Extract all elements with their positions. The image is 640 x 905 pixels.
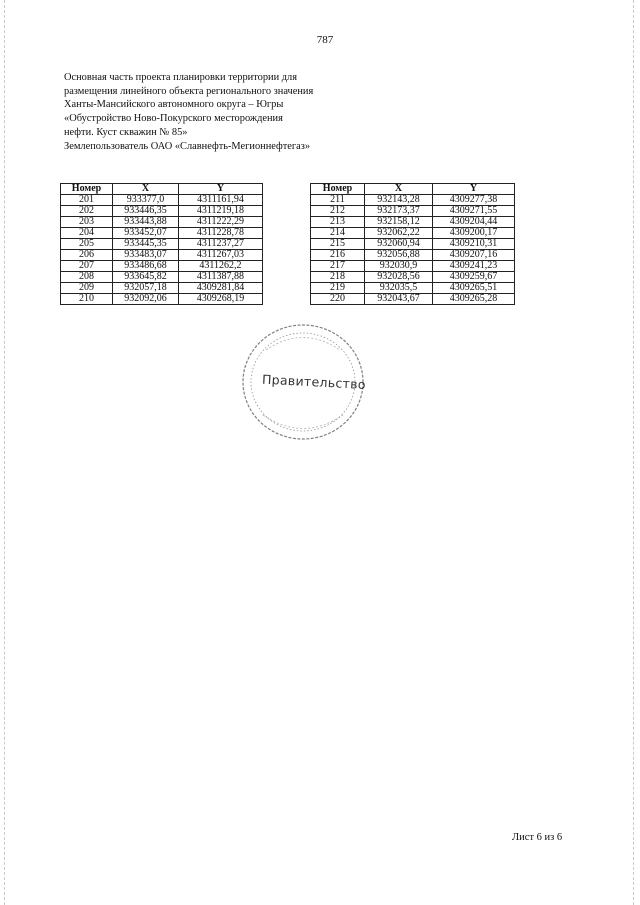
cell-number: 220 — [311, 294, 365, 305]
table-header-row — [61, 184, 263, 195]
cell-x: 932043,67 — [365, 294, 433, 305]
cell-x: 933445,35 — [113, 239, 179, 250]
cell-number: 201 — [61, 195, 113, 206]
cell-x: 932028,56 — [365, 272, 433, 283]
scan-edge-left — [4, 0, 7, 905]
cell-x: 933645,82 — [113, 272, 179, 283]
cell-number: 207 — [61, 261, 113, 272]
table-row — [61, 283, 263, 294]
cell-x: 932143,28 — [365, 195, 433, 206]
table-row — [311, 283, 515, 294]
cell-number: 210 — [61, 294, 113, 305]
scan-edge-right — [633, 0, 636, 905]
cell-y: 4309271,55 — [433, 206, 515, 217]
column-header-number: Номер — [61, 184, 113, 195]
table-row — [61, 250, 263, 261]
table-row — [61, 228, 263, 239]
table-row — [311, 217, 515, 228]
sheet-label: Лист 6 из 6 — [512, 832, 563, 843]
header-line: Землепользователь ОАО «Славнефть-Мегионнефтегаз» — [64, 140, 311, 152]
cell-number: 216 — [311, 250, 365, 261]
cell-y: 4309265,51 — [433, 283, 515, 294]
cell-number: 219 — [311, 283, 365, 294]
column-header-x: X — [113, 184, 179, 195]
cell-y: 4311161,94 — [179, 195, 263, 206]
cell-x: 933483,07 — [113, 250, 179, 261]
cell-y: 4309210,31 — [433, 239, 515, 250]
cell-number: 202 — [61, 206, 113, 217]
cell-x: 933443,88 — [113, 217, 179, 228]
cell-number: 208 — [61, 272, 113, 283]
cell-number: 209 — [61, 283, 113, 294]
cell-y: 4309259,67 — [433, 272, 515, 283]
table-row — [311, 261, 515, 272]
page-number: 787 — [316, 34, 334, 46]
table-header-row — [311, 184, 515, 195]
cell-y: 4309204,44 — [433, 217, 515, 228]
cell-x: 932057,18 — [113, 283, 179, 294]
cell-x: 932062,22 — [365, 228, 433, 239]
cell-number: 203 — [61, 217, 113, 228]
cell-number: 206 — [61, 250, 113, 261]
column-header-x: X — [365, 184, 433, 195]
cell-x: 933446,35 — [113, 206, 179, 217]
cell-number: 204 — [61, 228, 113, 239]
cell-y: 4311222,29 — [179, 217, 263, 228]
cell-y: 4311267,03 — [179, 250, 263, 261]
cell-y: 4309200,17 — [433, 228, 515, 239]
header-line: размещения линейного объекта регионального значения — [64, 85, 314, 97]
table-row — [61, 272, 263, 283]
cell-y: 4311228,78 — [179, 228, 263, 239]
cell-y: 4311237,27 — [179, 239, 263, 250]
cell-y: 4309268,19 — [179, 294, 263, 305]
document-header — [64, 71, 384, 153]
cell-y: 4309207,16 — [433, 250, 515, 261]
table-row — [61, 239, 263, 250]
cell-number: 217 — [311, 261, 365, 272]
header-line: Ханты-Мансийского автономного округа – Югры — [64, 99, 284, 111]
column-header-y: Y — [179, 184, 263, 195]
table-row — [61, 206, 263, 217]
cell-y: 4309277,38 — [433, 195, 515, 206]
cell-x: 933377,0 — [113, 195, 179, 206]
table-row — [61, 217, 263, 228]
header-line: «Обустройство Ново-Покурского месторождения — [64, 113, 283, 125]
cell-x: 932056,88 — [365, 250, 433, 261]
header-line: Основная часть проекта планировки территории для — [64, 72, 297, 83]
cell-number: 205 — [61, 239, 113, 250]
table-row — [61, 294, 263, 305]
coordinates-table-right — [310, 183, 515, 305]
cell-x: 933452,07 — [113, 228, 179, 239]
cell-number: 211 — [311, 195, 365, 206]
cell-number: 215 — [311, 239, 365, 250]
table-row — [311, 228, 515, 239]
table-row — [61, 261, 263, 272]
cell-x: 932035,5 — [365, 283, 433, 294]
column-header-number: Номер — [311, 184, 365, 195]
seal-text: Правительство — [261, 371, 367, 393]
coordinates-table-left — [60, 183, 263, 305]
table-row — [311, 272, 515, 283]
table-row — [311, 206, 515, 217]
table-row — [61, 195, 263, 206]
cell-y: 4309265,28 — [433, 294, 515, 305]
cell-x: 932158,12 — [365, 217, 433, 228]
table-row — [311, 250, 515, 261]
cell-number: 214 — [311, 228, 365, 239]
header-line: нефти. Куст скважин № 85» — [64, 126, 188, 138]
cell-x: 932173,37 — [365, 206, 433, 217]
table-row — [311, 294, 515, 305]
cell-x: 932060,94 — [365, 239, 433, 250]
cell-number: 218 — [311, 272, 365, 283]
cell-number: 212 — [311, 206, 365, 217]
cell-number: 213 — [311, 217, 365, 228]
cell-y: 4311387,88 — [179, 272, 263, 283]
cell-y: 4311219,18 — [179, 206, 263, 217]
cell-x: 933486,68 — [113, 261, 179, 272]
cell-x: 932030,9 — [365, 261, 433, 272]
cell-y: 4311262,2 — [179, 261, 263, 272]
table-row — [311, 239, 515, 250]
column-header-y: Y — [433, 184, 515, 195]
cell-y: 4309241,23 — [433, 261, 515, 272]
cell-x: 932092,06 — [113, 294, 179, 305]
cell-y: 4309281,84 — [179, 283, 263, 294]
table-row — [311, 195, 515, 206]
